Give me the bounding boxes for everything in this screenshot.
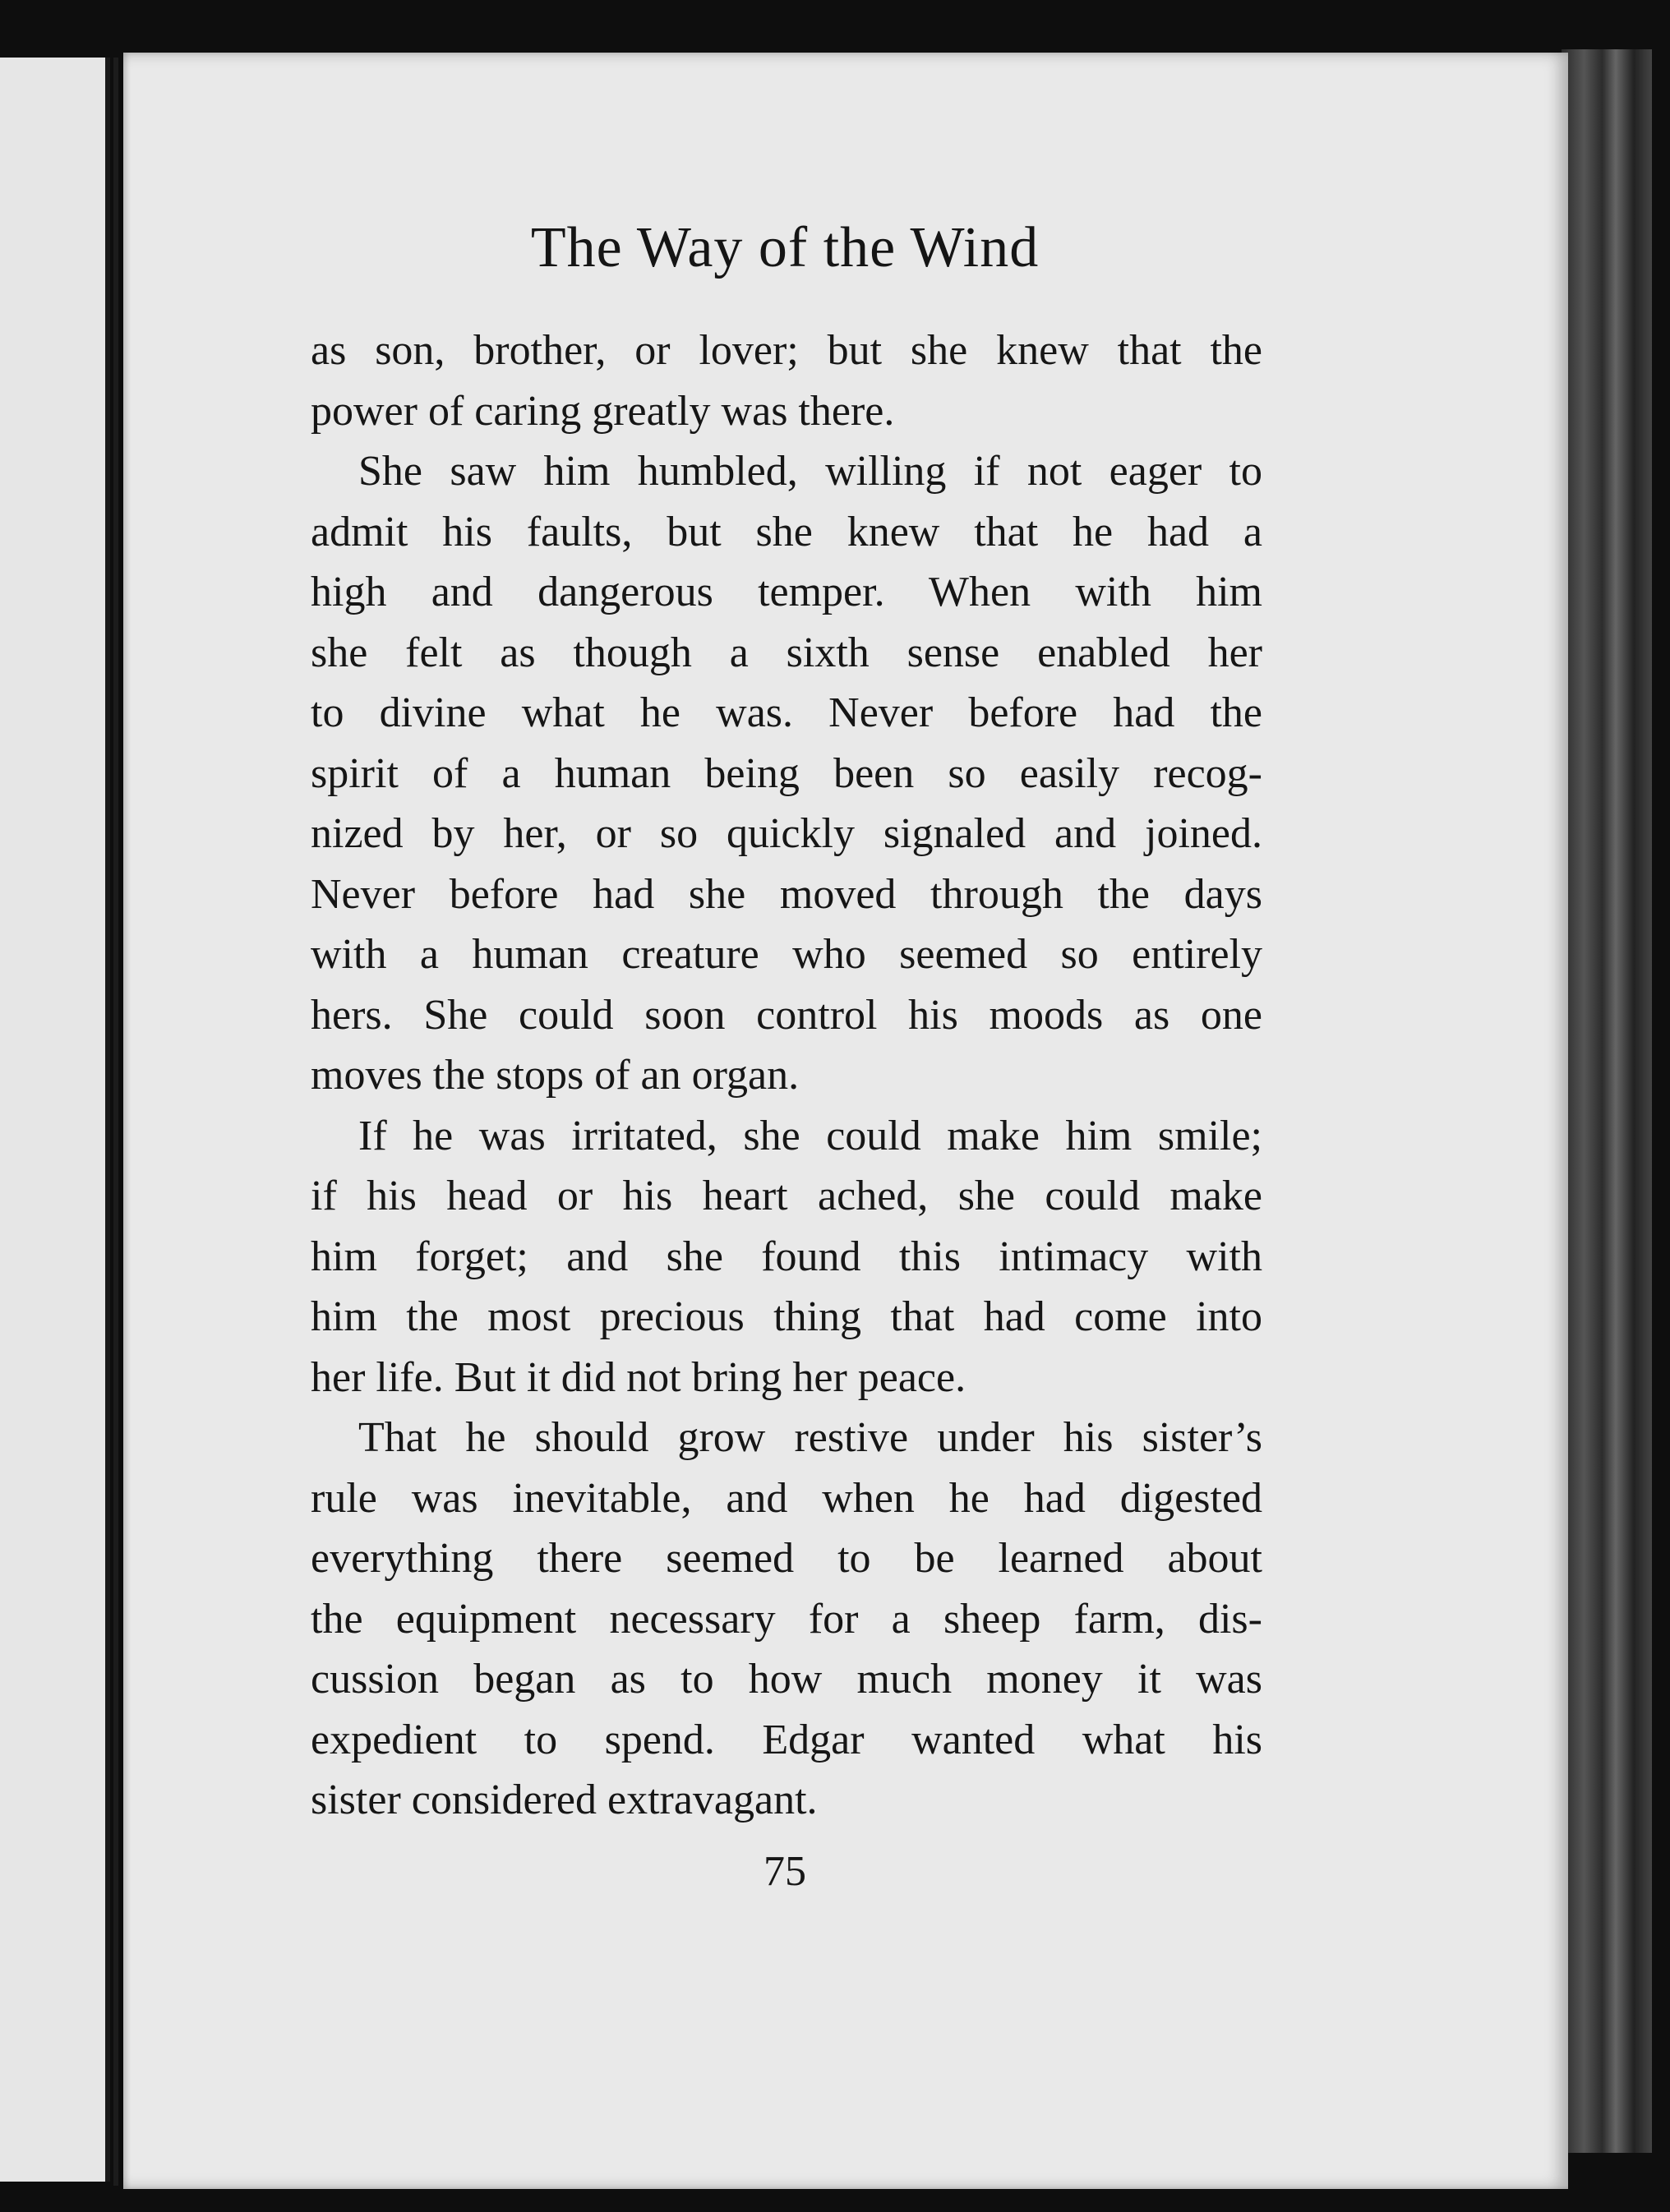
running-head: The Way of the Wind — [530, 216, 1040, 279]
text-line: the equipment necessary for a sheep farm, dis- — [311, 1595, 1262, 1643]
text-line: high and dangerous temper. When with him — [311, 569, 1262, 615]
text-line: She saw him humbled, willing if not eager to — [358, 448, 1262, 495]
text-line: with a human creature who seemed so entirely — [311, 931, 1262, 978]
text-line: admit his faults, but she knew that he had a — [311, 508, 1262, 555]
text-line: to divine what he was. Never before had the — [311, 689, 1262, 736]
text-line: spirit of a human being been so easily recog- — [311, 749, 1262, 797]
text-line: nized by her, or so quickly signaled and joined. — [311, 810, 1262, 857]
body-text — [311, 320, 1262, 1831]
text-line: everything there seemed to be learned about — [311, 1535, 1262, 1582]
text-line: power of caring greatly was there. — [311, 387, 895, 435]
text-line: expedient to spend. Edgar wanted what his — [311, 1716, 1262, 1763]
text-line: him the most precious thing that had come into — [311, 1293, 1262, 1340]
text-line: she felt as though a sixth sense enabled her — [311, 629, 1262, 676]
text-line: If he was irritated, she could make him smile; — [358, 1112, 1262, 1159]
text-line: cussion began as to how much money it was — [311, 1656, 1262, 1703]
page-number: 75 — [763, 1848, 806, 1895]
text-line: if his head or his heart ached, she could make — [311, 1173, 1262, 1219]
book-fore-edge — [1562, 49, 1652, 2153]
text-line: sister considered extravagant. — [311, 1777, 818, 1823]
text-line: her life. But it did not bring her peace. — [311, 1353, 966, 1401]
text-line: as son, brother, or lover; but she knew that the — [311, 327, 1262, 374]
text-line: Never before had she moved through the days — [311, 870, 1262, 918]
text-line: moves the stops of an organ. — [311, 1052, 800, 1099]
text-line: rule was inevitable, and when he had digested — [311, 1474, 1262, 1522]
text-line: him forget; and she found this intimacy with — [311, 1233, 1262, 1280]
text-line: hers. She could soon control his moods as one — [311, 991, 1262, 1039]
text-line: That he should grow restive under his sister’s — [358, 1414, 1262, 1461]
